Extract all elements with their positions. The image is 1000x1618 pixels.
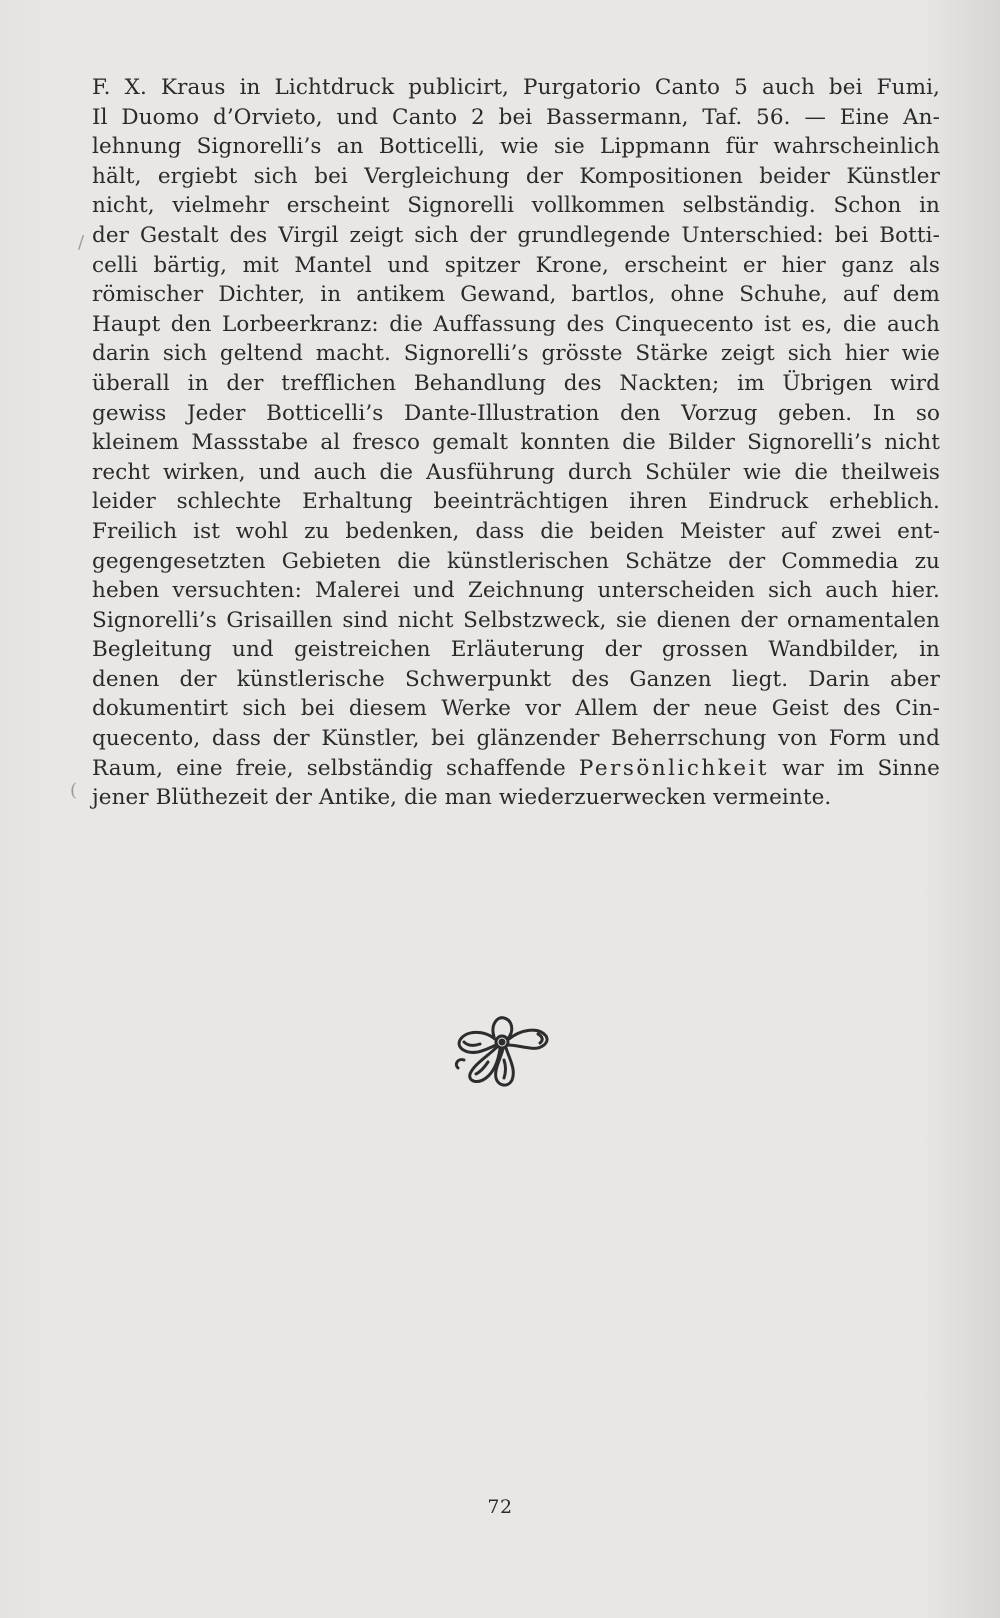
text-line: Begleitung und geistreichen Erläuterung der grossen Wandbilder, in [92,637,940,663]
text-line: darin sich geltend macht. Signorelli’s grösste Stärke zeigt sich hier wie [92,341,940,367]
margin-mark: / [78,232,85,253]
text-line: gewiss Jeder Botticelli’s Dante-Illustration den Vorzug geben. In so [92,400,940,426]
text-segment: war im Sinne [769,755,940,781]
margin-mark: ( [70,780,78,801]
text-line: quecento, dass der Künstler, bei glänzender Beherrschung von Form und [92,726,940,752]
text-line: nicht, vielmehr erscheint Signorelli vollkommen selbständig. Schon in [92,193,940,219]
text-line: heben versuchten: Malerei und Zeichnung unterscheiden sich auch hier. [92,578,940,604]
text-line: gegengesetzten Gebieten die künstlerischen Schätze der Commedia zu [92,548,940,574]
body-text [92,73,940,813]
text-line: dokumentirt sich bei diesem Werke vor Allem der neue Geist des Cin- [92,696,940,722]
text-line: Haupt den Lorbeerkranz: die Auffassung des Cinquecento ist es, die auch [92,311,940,337]
text-line: überall in der trefflichen Behandlung des Nackten; im Übrigen wird [92,370,940,396]
text-line: römischer Dichter, in antikem Gewand, bartlos, ohne Schuhe, auf dem [92,282,940,308]
text-line: lehnung Signorelli’s an Botticelli, wie sie Lippmann für wahrscheinlich [92,134,940,160]
text-line: hält, ergiebt sich bei Vergleichung der Kompositionen beider Künstler [92,163,940,189]
flower-ornament-icon [452,1012,556,1092]
text-segment: Raum, eine freie, selbständig schaffende [92,755,579,781]
text-line: Freilich ist wohl zu bedenken, dass die beiden Meister auf zwei ent- [92,518,940,544]
text-line-last: jener Blüthezeit der Antike, die man wiederzuerwecken vermeinte. [92,785,832,811]
text-line: F. X. Kraus in Lichtdruck publicirt, Purgatorio Canto 5 auch bei Fumi, [92,75,940,100]
text-line: leider schlechte Erhaltung beeinträchtigen ihren Eindruck erheblich. [92,489,940,515]
text-line: denen der künstlerische Schwerpunkt des Ganzen liegt. Darin aber [92,666,940,692]
text-line: Il Duomo d’Orvieto, und Canto 2 bei Bassermann, Taf. 56. — Eine An- [92,104,940,130]
page-number: 72 [487,1496,513,1518]
text-line: kleinem Massstabe al fresco gemalt konnten die Bilder Signorelli’s nicht [92,430,940,456]
text-line [92,754,940,784]
text-line: der Gestalt des Virgil zeigt sich der grundlegende Unterschied: bei Botti- [92,222,940,248]
text-line: Signorelli’s Grisaillen sind nicht Selbstzweck, sie dienen der ornamentalen [92,607,940,633]
emphasized-word: Persönlichkeit [578,755,770,781]
text-line: celli bärtig, mit Mantel und spitzer Krone, erscheint er hier ganz als [92,252,940,278]
text-line: recht wirken, und auch die Ausführung durch Schüler wie die theilweis [92,459,940,485]
